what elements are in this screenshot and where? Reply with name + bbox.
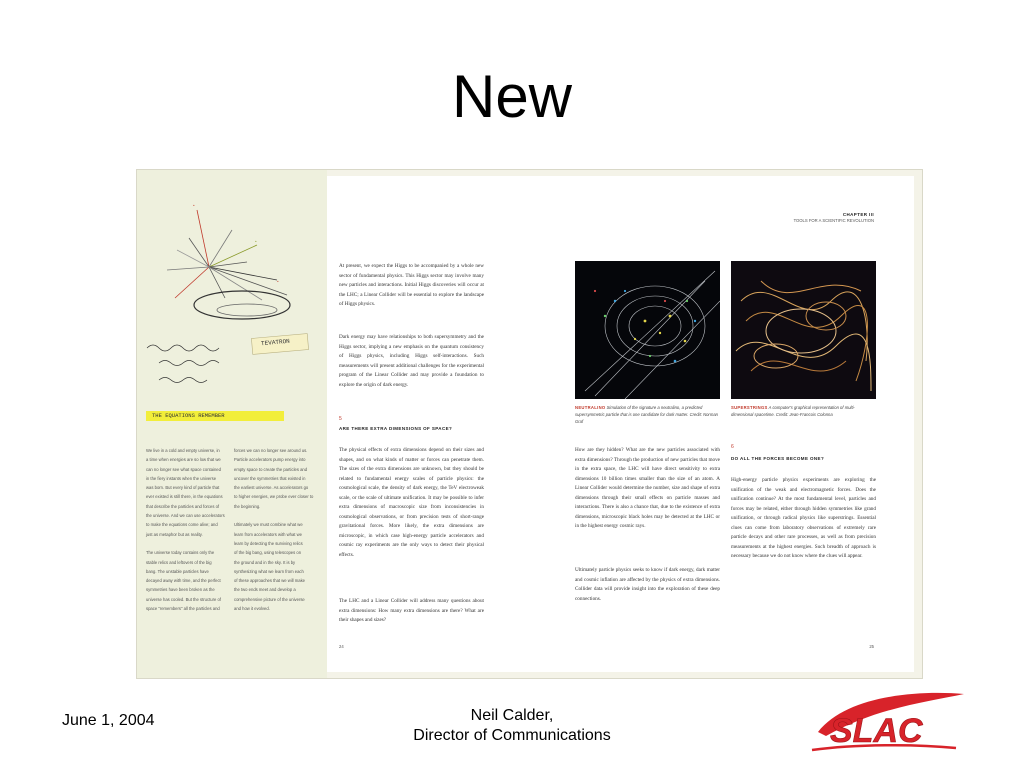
right-pages bbox=[327, 176, 914, 672]
left-col-line: universe has cooled. But the structure of bbox=[146, 596, 221, 602]
left-col-line: just as metaphor but as reality. bbox=[146, 531, 203, 537]
page-number-24: 24 bbox=[339, 644, 344, 649]
left-col-line: empty space to create the particles and bbox=[234, 466, 308, 472]
left-col-2 bbox=[234, 446, 322, 613]
left-page bbox=[137, 170, 327, 678]
svg-text:●: ● bbox=[277, 280, 279, 283]
footer-author-name: Neil Calder, bbox=[470, 707, 554, 724]
left-col-line: a time when energies are so low that we bbox=[146, 457, 221, 463]
left-col-line: the two ends meet and develop a bbox=[234, 587, 296, 593]
left-col-line: was born. But every kind of particle that bbox=[146, 485, 220, 491]
neutralino-caption-text: Simulation of the signature a neutralino, a predicted supersymmetric particle that is one candidate for dark matter. Credit: Norman Graf bbox=[575, 405, 718, 424]
svg-text:●: ● bbox=[193, 204, 195, 207]
left-col-line: to make the equations come alive; and bbox=[146, 522, 218, 528]
superstrings-caption-text: A computer's graphical representation of multi-dimensional spacetime. Credit: Jean-Francois Colonna bbox=[731, 405, 855, 417]
left-col-line: bang. The unstable particles have bbox=[146, 568, 209, 574]
particle-tracks-illustration bbox=[137, 170, 327, 410]
section-heading-5: ARE THERE EXTRA DIMENSIONS OF SPACE? bbox=[339, 426, 453, 431]
left-col-line: the universe. And we can use accelerators bbox=[146, 513, 225, 519]
slide-title: New bbox=[451, 63, 573, 130]
left-col-line: synthesizing what we learn from each bbox=[234, 568, 304, 574]
footer-author bbox=[380, 706, 644, 746]
left-col-line: ever existed is still there, in the equations bbox=[146, 494, 223, 500]
left-col-line: symmetries have been broken as the bbox=[146, 587, 215, 593]
page-25-para-1: How are they hidden? What are the new particles associated with extra dimensions? Through the production of new particles that move in the extra space, the LHC will have direct sensitivity to extra dimensions 10 billion times smaller than the size of an atom. A Linear Collider would determine the number, size and shape of extra dimensions through their small effects on particle masses and interactions. There is also a chance that, due to the existence of extra dimensions, microscopic black holes may be detected at the LHC or in the highest energy cosmic rays. bbox=[575, 447, 720, 529]
left-col-line: can no longer see what space contained bbox=[146, 466, 221, 472]
left-col-line: Ultimately we must combine what we bbox=[234, 522, 303, 528]
page-25-para-3: High-energy particle physics experiments are exploring the unification of the weak and electromagnetic forces. Does the unification continue? At the most fundamental level, particles and forces may be related, either through hidden symmetries like grand unification, or through radical physics like superstrings. Essential clues can come from laboratory observations of extremely rare particle decays and other rare processes, as well as from precision measurements at the highest energies. Such breadth of approach is necessary because we do not know where the clues will appear. bbox=[731, 477, 876, 559]
magazine-spread bbox=[137, 170, 922, 678]
footer-date: June 1, 2004 bbox=[62, 712, 155, 729]
page-24-para-1: At present, we expect the Higgs to be accompanied by a whole new sector of fundamental physics. This Higgs sector may involve many new particles and interactions. Initial Higgs discoveries will occur at the LHC; a Linear Collider will be essential to explore the landscape of Higgs physics. bbox=[339, 263, 484, 307]
neutralino-caption bbox=[575, 404, 720, 425]
page-24-para-2: Dark energy may have relationships to both supersymmetry and the Higgs sector, implying a new emphasis on the quantum consistency of Higgs physics, including Higgs self-interactions. Such measurements will present additional challenges for the experimental program of the Linear Collider and may provide a foundation to explore the origin of dark energy. bbox=[339, 334, 484, 388]
left-col-line: to higher energies, we probe ever closer to bbox=[234, 494, 314, 500]
left-col-line bbox=[146, 539, 234, 548]
left-col-line: uncover the symmetries that existed in bbox=[234, 475, 306, 481]
left-col-line: the beginning. bbox=[234, 503, 261, 509]
superstrings-caption-label: SUPERSTRINGS bbox=[731, 405, 768, 410]
chapter-label: CHAPTER III bbox=[842, 212, 874, 217]
footer-author-title: Director of Communications bbox=[413, 727, 611, 744]
section-heading-6: DO ALL THE FORCES BECOME ONE? bbox=[731, 456, 825, 461]
left-col-line: the earliest universe. As accelerators go bbox=[234, 485, 309, 491]
left-col-line: stable relics and leftovers of the big bbox=[146, 559, 212, 565]
page-number-25: 25 bbox=[869, 644, 874, 649]
left-col-line: learn from accelerators with what we bbox=[234, 531, 302, 537]
neutralino-simulation-image bbox=[575, 261, 720, 399]
left-col-line: comprehensive picture of the universe bbox=[234, 596, 305, 602]
superstrings-caption bbox=[731, 404, 876, 418]
left-col-line: Particle accelerators pump energy into bbox=[234, 457, 306, 463]
left-col-line: that describe the particles and forces of bbox=[146, 503, 220, 509]
superstrings-image bbox=[731, 261, 876, 399]
left-col-line: space "remembers" all the particles and bbox=[146, 606, 220, 612]
page-24-para-3: The physical effects of extra dimensions depend on their sizes and shapes, and on what kinds of matter or forces can penetrate them. The sizes of the extra dimensions are unknown, but they should be related to fundamental energy scales of particle physics: the cosmological scale, the density of dark energy, the TeV electroweak scale, or the scale of ultimate unification. It may be possible to infer extra dimensions of macroscopic size from inconsistencies in cosmological observations, or from precision tests of short-range gravitational forces. More likely, the extra dimensions are microscopic, in which case high-energy particle accelerators and cosmic ray experiments are the only ways to detect their physical effects. bbox=[339, 447, 484, 558]
left-col-line: The universe today contains only the bbox=[146, 550, 215, 556]
left-col-line: of these approaches that we will make bbox=[234, 578, 305, 584]
left-col-line: of the big bang, using telescopes on bbox=[234, 550, 302, 556]
left-col-line: We live in a cold and empty universe, in bbox=[146, 448, 220, 453]
left-col-line: and how it evolved. bbox=[234, 606, 270, 612]
page-25-para-2: Ultimately particle physics seeks to know if dark energy, dark matter and cosmic inflation are affected by the physics of extra dimensions. Collider data will provide insight into the exploration of these deep connections. bbox=[575, 567, 720, 602]
slac-logo bbox=[806, 690, 966, 760]
left-col-line: the ground and in the sky. It is by bbox=[234, 559, 296, 565]
chapter-subtitle: TOOLS FOR A SCIENTIFIC REVOLUTION bbox=[793, 218, 874, 223]
left-col-line: decayed away with time, and the perfect bbox=[146, 578, 221, 584]
neutralino-caption-label: NEUTRALINO bbox=[575, 405, 606, 410]
left-col-line: in the fiery instants when the universe bbox=[146, 475, 217, 481]
section-number-6: 6 bbox=[731, 444, 734, 450]
svg-text:●: ● bbox=[255, 240, 257, 243]
left-col-1 bbox=[146, 446, 234, 613]
left-col-line: learn by detecting the surviving relics bbox=[234, 540, 303, 546]
left-col-line: forces we can no longer see around us. bbox=[234, 448, 308, 453]
section-number-5: 5 bbox=[339, 416, 342, 422]
slac-logo-text: SLAC bbox=[830, 712, 923, 750]
left-col-line bbox=[234, 511, 322, 520]
equations-banner: THE EQUATIONS REMEMBER bbox=[146, 411, 284, 421]
page-24-para-4: The LHC and a Linear Collider will address many questions about extra dimensions: How many extra dimensions are there? What are their shapes and sizes? bbox=[339, 598, 484, 623]
tevatron-label: TEVATRON bbox=[260, 337, 291, 348]
